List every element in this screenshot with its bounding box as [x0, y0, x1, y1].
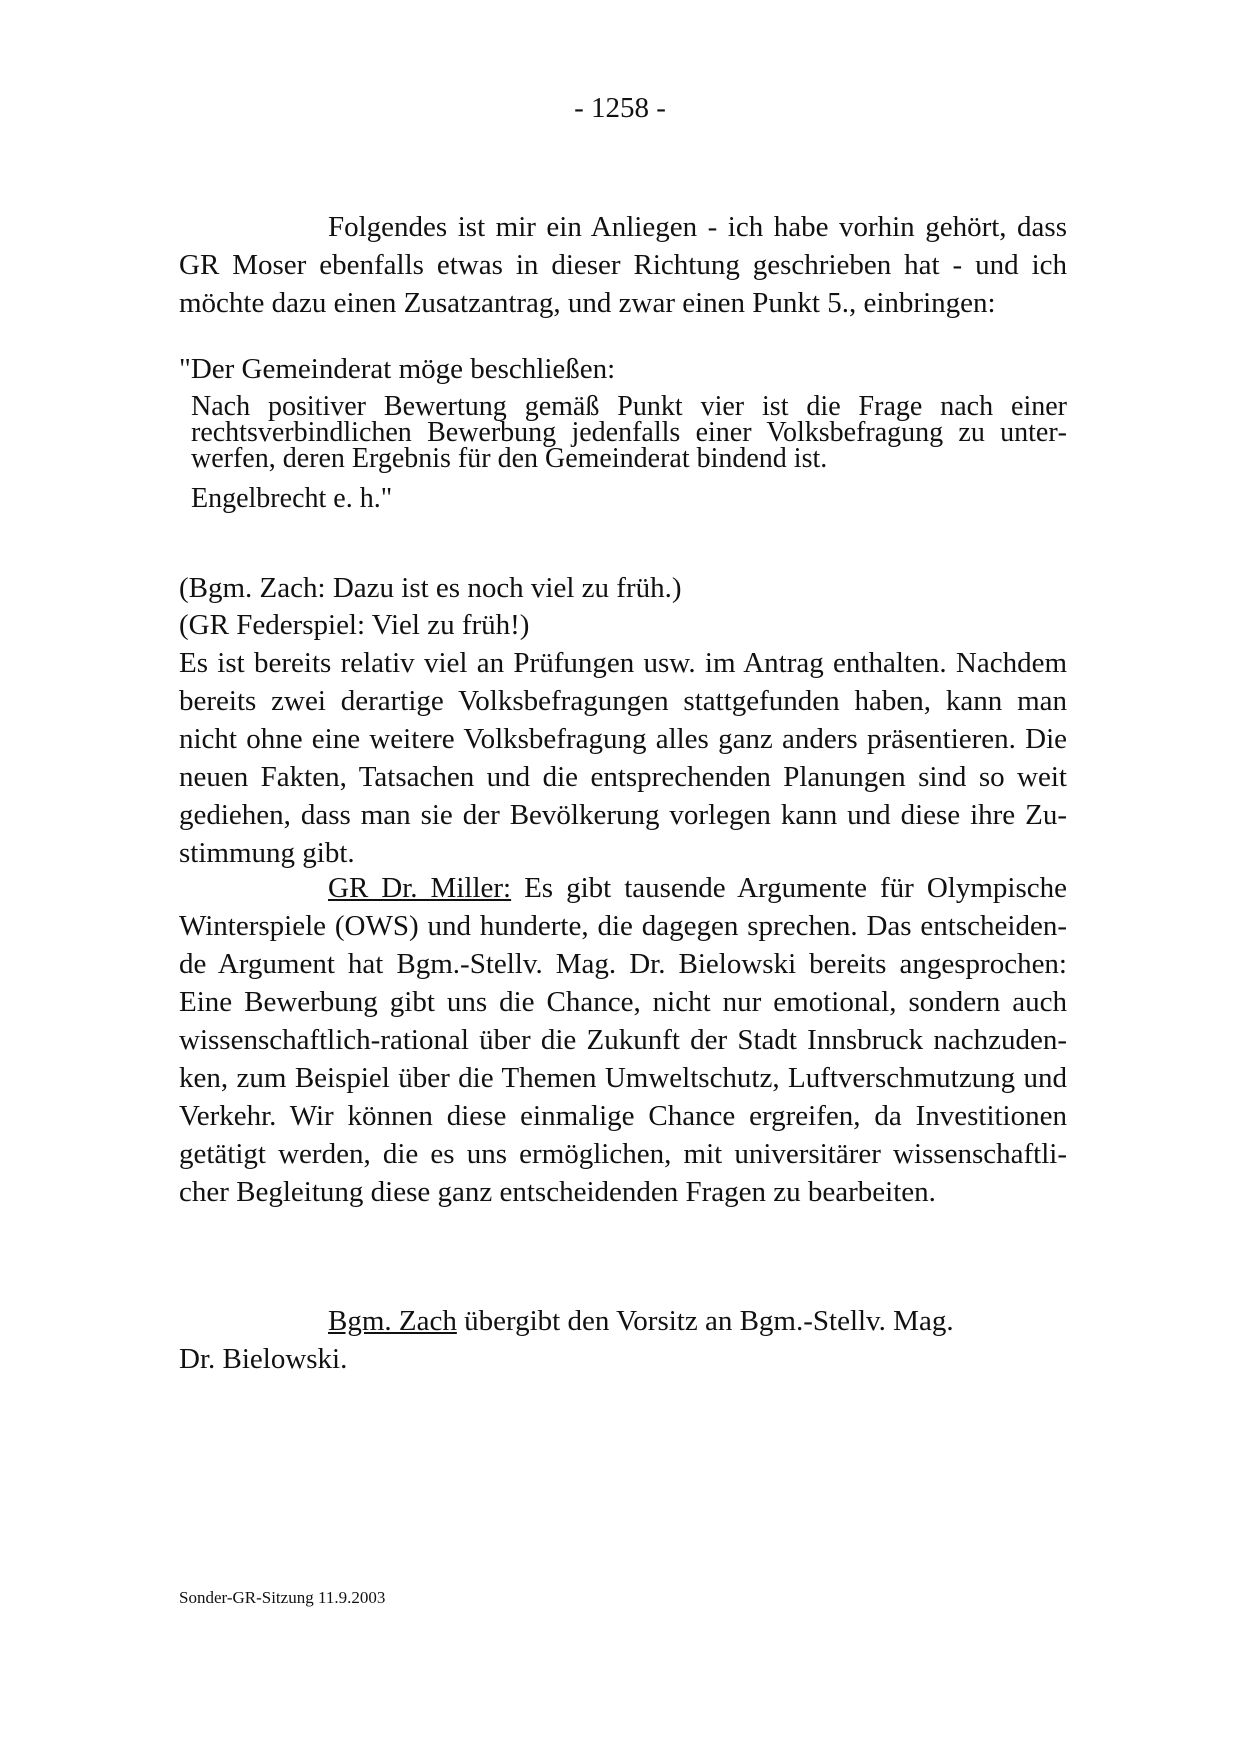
quote-signature: Engelbrecht e. h." [191, 483, 393, 514]
quote-lead: "Der Gemeinderat möge beschließen: [179, 353, 616, 385]
paragraph-handover [179, 1302, 1067, 1340]
paragraph-miller [179, 869, 1067, 1211]
speaker-zach: Bgm. Zach [328, 1305, 457, 1337]
speaker-miller: GR Dr. Miller: [328, 872, 512, 904]
quote-body: Nach positiver Bewertung gemäß Punkt vier ist die Frage nach einer rechtsverbindlichen Bewerbung jedenfalls einer Volksbefragung zu unterwerfen, deren Ergebnis für den Gemeinderat bindend ist. [191, 391, 1067, 474]
interjection-zach: (Bgm. Zach: Dazu ist es noch viel zu früh.) [179, 572, 682, 604]
page-footer: Sonder-GR-Sitzung 11.9.2003 [179, 1588, 386, 1607]
handover-text: übergibt den Vorsitz an Bgm.-Stellv. Mag. [456, 1305, 954, 1337]
paragraph-volksbefragung: Es ist bereits relativ viel an Prüfungen usw. im Antrag enthalten. Nachdem bereits zwei derartige Volksbefragungen stattgefunden haben, kann man nicht ohne eine weitere Volksbefragung alles ganz anders präsentieren. Die neuen Fakten, Tatsachen und die entsprechenden Planungen sind so weit gediehen, dass man sie der Bevölkerung vorlegen kann und diese ihre Zustimmung gibt. [179, 647, 1067, 869]
handover-line-2: Dr. Bielowski. [179, 1343, 348, 1375]
miller-text: Es gibt tausende Argumente für Olympische Winterspiele (OWS) und hunderte, die dagegen sprechen. Das entscheidende Argument hat Bgm.-Stellv. Mag. Dr. Bielowski bereits angesprochen: Eine Bewerbung gibt uns die Chance, nicht nur emotional, sondern auch wissenschaftlich-rational über die Zukunft der Stadt Innsbruck nachzudenken, zum Beispiel über die Themen Umweltschutz, Luftverschmutzung und Verkehr. Wir können diese einmalige Chance ergreifen, da Investitionen getätigt werden, die es uns ermöglichen, mit universitärer wissenschaftlicher Begleitung diese ganz entscheidenden Fragen zu bearbeiten. [179, 872, 1067, 1208]
page-number: - 1258 - [574, 92, 666, 124]
interjection-federspiel: (GR Federspiel: Viel zu früh!) [179, 609, 530, 641]
paragraph-zusatzantrag-intro: Folgendes ist mir ein Anliegen - ich habe vorhin gehört, dass GR Moser ebenfalls etwas in dieser Richtung geschrieben hat - und ich möchte dazu einen Zusatzantrag, und zwar einen Punkt 5., einbringen: [179, 211, 1067, 319]
